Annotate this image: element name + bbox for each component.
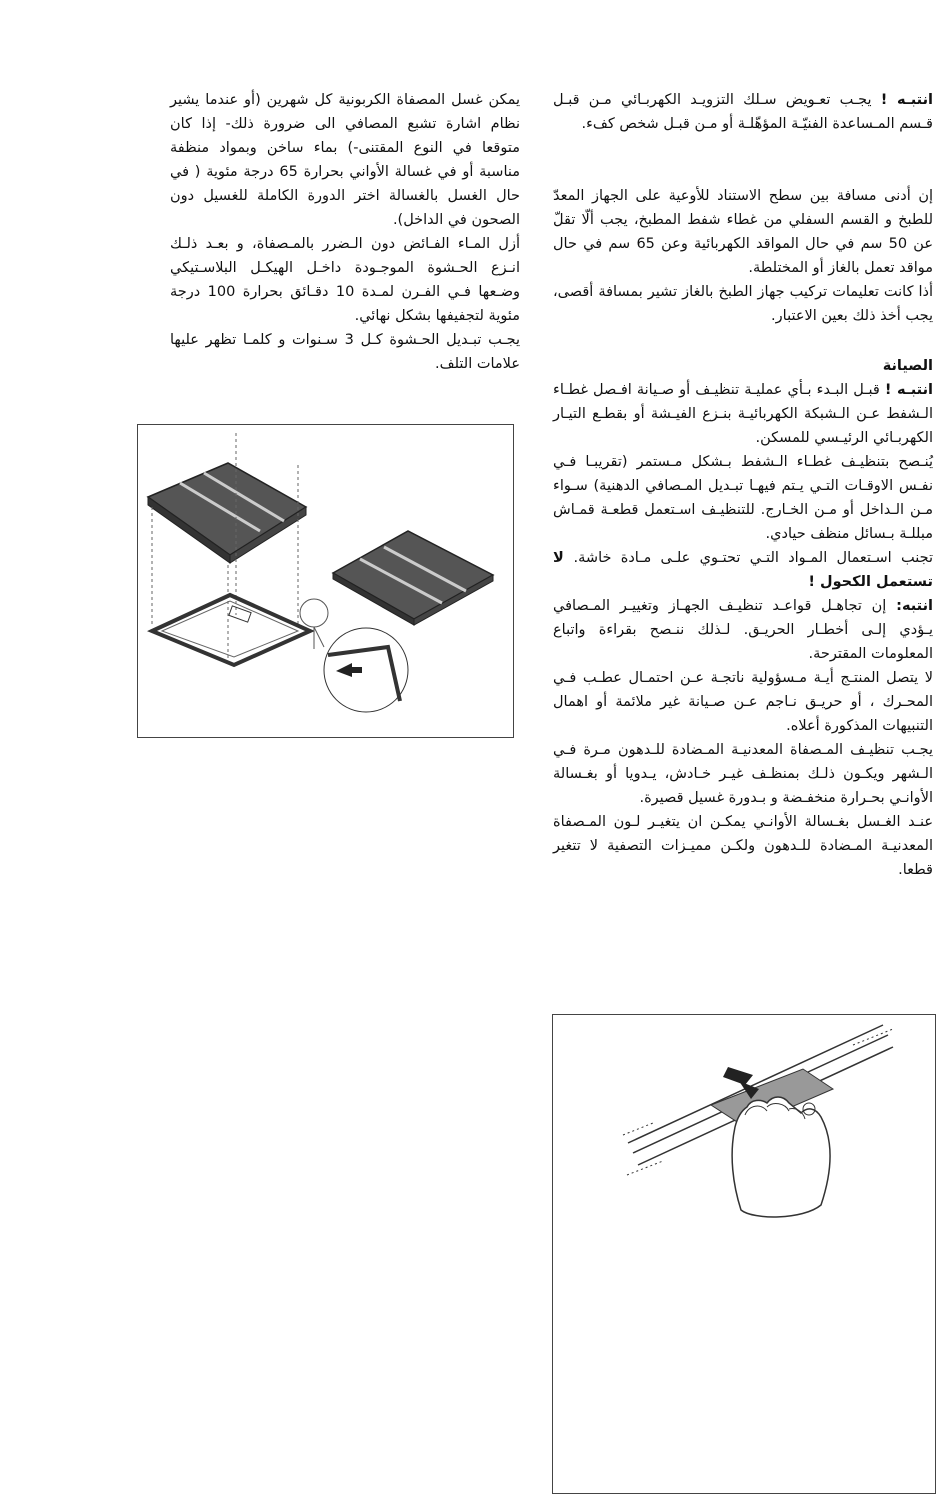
gas-paragraph: أذا كانت تعليمات تركيب جهاز الطبخ بالغاز تشير بمسافة أقصى، يجب أخذ ذلك بعين الاعتبار. bbox=[553, 284, 933, 324]
replace-paragraph: يجـب تبـديل الحـشوة كـل 3 سـنوات و كلمـا تظهر عليها علامات التلف. bbox=[170, 332, 520, 372]
right-column bbox=[553, 88, 933, 882]
liability-paragraph: لا يتصل المنتـج أيـة مـسؤولية ناتجـة عـن احتمـال عطـب فـي المحـرك ، أو حريـق نـاجم عـن صـيانة غير ملائمة أو اهمال التنبيهات المذكورة أعلاه. bbox=[553, 670, 933, 734]
drying-paragraph: أزل المـاء الفـائض دون الـضرر بالمـصفاة، و بعـد ذلـك انـزع الحـشوة الموجـودة داخـل الهيكـل البلاسـتيكي وضـعها فـي الفـرن لمـدة 10 دقـائق بحرارة 100 درجة مئوية لتجفيفها بشكل نهائي. bbox=[170, 236, 521, 324]
warning-label: انتبـه ! bbox=[880, 92, 933, 108]
grease-filter-figure bbox=[552, 1014, 936, 1494]
carbon-filter-figure bbox=[137, 424, 514, 738]
maintenance-heading: الصيانة bbox=[882, 358, 933, 374]
carbon-filter-assembly-icon bbox=[138, 425, 513, 737]
cleaning-paragraph: يُنـصح بتنظيـف غطـاء الـشفط بـشكل مـستمر (تقريبـا فـي نفـس الاوقـات التـي يـتم فيهـا تبـديل المـصافي الدهنية) سـواء مـن الـداخل أو مـن الخـارج. للتنظيـف اسـتعمل قطعـة قمـاش مبللـة بـسائل منظف حيادي. bbox=[553, 454, 933, 542]
no-alcohol-warning: لا تستعمل الكحول ! bbox=[553, 550, 933, 590]
fire-warning-paragraph: انتبه: إن تجاهـل قواعـد تنظيـف الجهـاز وتغييـر المـصافي يـؤدي إلـى أخطـار الحريـق. لـذلك ننـصح بقراءة واتباع المعلومات المقترحة. bbox=[553, 598, 933, 662]
warning-cable-paragraph: انتبـه ! يجـب تعـويض سـلك التزويـد الكهربـائي مـن قبـل قـسم المـساعدة الفنيّـة المؤهّلـة أو مـن قبـل شخص كفء. bbox=[553, 92, 933, 132]
warning-disconnect-paragraph: انتبـه ! قبـل البـدء بـأي عمليـة تنظيـف أو صـيانة افـصل غطـاء الـشفط عـن الـشبكة الكهربائيـة بنـزع الفيـشة أو بقطـع التيـار الكهربـائي الرئيـسي للمسكن. bbox=[553, 382, 933, 446]
left-column bbox=[170, 88, 520, 376]
distance-paragraph: إن أدنى مسافة بين سطح الاستناد للأوعية على الجهاز المعدّ للطبخ و القسم السفلي من غطاء شفط المطبخ، يجب ألّا تقلّ عن 50 سم في حال المواقد الكهربائية وعن 65 سم في حال مواقد تعمل بالغاز أو المختلطة. bbox=[553, 188, 934, 276]
carbon-filter-paragraph: يمكن غسل المصفاة الكربونية كل شهرين (أو عندما يشير نظام اشارة تشبع المصافي الى ضرورة ذلك- إذا كان متوقعا في النوع المقتنى-) بماء ساخن وبمواد منظفة مناسبة أو في غسالة الأواني بحرارة 65 درجة مئوية ( في حال الغسل بالغسالة اختر الدورة الكاملة للغسيل دون الصحون في الداخل). bbox=[170, 92, 520, 228]
abrasive-paragraph: تجنب اسـتعمال المـواد التـي تحتـوي علـى مـادة خاشة. لا تستعمل الكحول ! bbox=[553, 550, 933, 590]
color-change-paragraph: عنـد الغـسل بغـسالة الأوانـي يمكـن ان يتغيـر لـون المـصفاة المعدنيـة المـضادة للـدهون ولكـن مميـزات التصفية لا تتغير قطعا. bbox=[553, 814, 933, 878]
hand-removing-grease-filter-icon bbox=[553, 1015, 935, 1493]
metal-filter-paragraph: يجـب تنظيـف المـصفاة المعدنيـة المـضادة للـدهون مـرة فـي الـشهر ويكـون ذلـك بمنظـف غيـر خـادش، يـدويا أو بغـسالة الأوانـي بحـرارة منخفـضة و بـدورة غسيل قصيرة. bbox=[553, 742, 933, 806]
warning-label: انتبه: bbox=[896, 598, 933, 614]
warning-label: انتبـه ! bbox=[884, 382, 933, 398]
